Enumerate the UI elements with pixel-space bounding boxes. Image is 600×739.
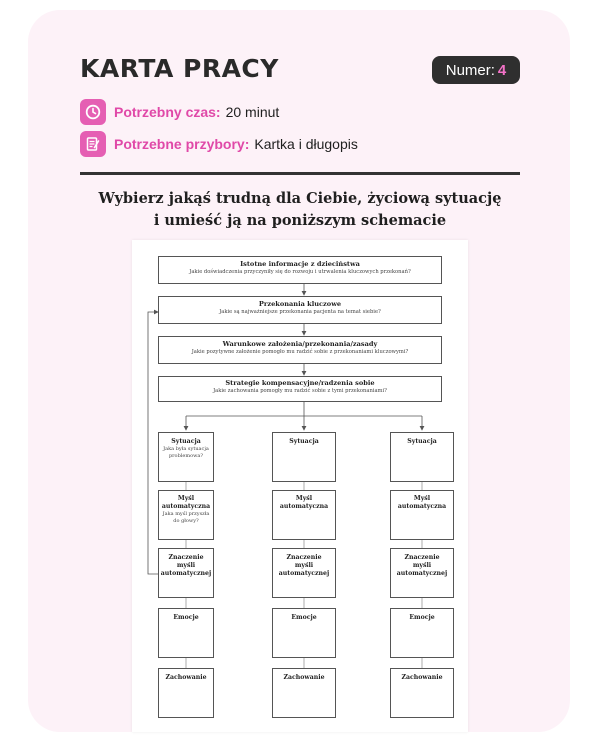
coping-strategies-box: Strategie kompensacyjne/radzenia sobie Jakie zachowania pomogły mu radzić sobie z tymi przekonaniami? (158, 376, 442, 402)
thought-meaning-box-2: Znaczenie myśli automatycznej (272, 548, 336, 598)
situation-box-1: Sytuacja Jaka była sytuacja problemowa? (158, 432, 214, 482)
behavior-box-1: Zachowanie (158, 668, 214, 718)
emotions-box-3: Emocje (390, 608, 454, 658)
automatic-thought-box-2: Myśl automatyczna (272, 490, 336, 540)
childhood-info-box: Istotne informacje z dzieciństwa Jakie doświadczenia przyczyniły się do rozwoju i utrwalenia kluczowych przekonań? (158, 256, 442, 284)
page-title: KARTA PRACY (80, 54, 279, 83)
thought-meaning-box-1: Znaczenie myśli automatycznej (158, 548, 214, 598)
tools-label: Potrzebne przybory: (114, 136, 250, 152)
time-label: Potrzebny czas: (114, 104, 221, 120)
behavior-box-3: Zachowanie (390, 668, 454, 718)
badge-number: 4 (497, 61, 507, 79)
instruction-text (80, 188, 520, 232)
emotions-box-2: Emocje (272, 608, 336, 658)
badge-label: Numer: (445, 61, 495, 79)
core-beliefs-box: Przekonania kluczowe Jakie są najważniejsze przekonania pacjenta na temat siebie? (158, 296, 442, 324)
behavior-box-2: Zachowanie (272, 668, 336, 718)
instruction-line-1: Wybierz jakąś trudną dla Ciebie, życiową sytuację (98, 190, 502, 207)
automatic-thought-box-3: Myśl automatyczna (390, 490, 454, 540)
time-row (80, 99, 279, 125)
emotions-box-1: Emocje (158, 608, 214, 658)
situation-box-2: Sytuacja (272, 432, 336, 482)
clock-icon (80, 99, 106, 125)
automatic-thought-box-1: Myśl automatyczna Jaka myśl przyszła do głowy? (158, 490, 214, 540)
number-badge (432, 56, 520, 84)
thought-meaning-box-3: Znaczenie myśli automatycznej (390, 548, 454, 598)
conditional-assumptions-box: Warunkowe założenia/przekonania/zasady Jakie pozytywne założenie pomogło mu radzić sobie z przekonaniami kluczowymi? (158, 336, 442, 364)
instruction-line-2: i umieść ją na poniższym schemacie (153, 212, 447, 229)
diagram-sheet (132, 240, 468, 732)
situation-box-3: Sytuacja (390, 432, 454, 482)
notepad-pen-icon (80, 131, 106, 157)
divider (80, 172, 520, 175)
time-value: 20 minut (225, 104, 280, 120)
tools-value: Kartka i długopis (254, 136, 358, 152)
tools-row (80, 131, 358, 157)
